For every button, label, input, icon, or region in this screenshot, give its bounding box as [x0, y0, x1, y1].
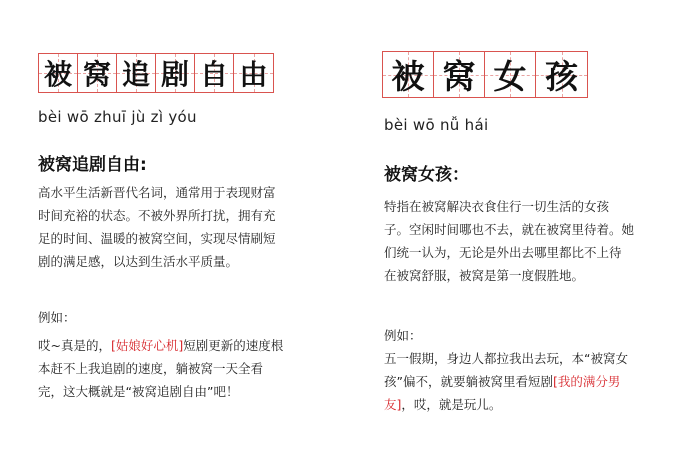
- example-line: 完，这大概就是“被窝追剧自由”吧！: [38, 384, 239, 399]
- title-cell: 被: [39, 54, 78, 92]
- drama-title-highlight: [我的满分男: [552, 374, 621, 389]
- left-title-grid: [38, 53, 274, 93]
- title-cell: 孩: [536, 52, 587, 97]
- right-subtitle: 被窝女孩：: [384, 165, 469, 185]
- title-cell: 窝: [78, 54, 117, 92]
- right-title-grid: [382, 51, 588, 98]
- right-definition: [384, 195, 662, 287]
- title-cell: 剧: [156, 54, 195, 92]
- definition-line: 在被窝舒服，被窝是第一度假胜地。: [384, 268, 585, 283]
- left-subtitle: 被窝追剧自由:: [38, 155, 147, 175]
- title-cell: 窝: [434, 52, 485, 97]
- definition-line: 剧的满足感，以达到生活水平质量。: [38, 254, 239, 269]
- example-line: 本赶不上我追剧的速度，躺被窝一天全看: [38, 361, 264, 376]
- drama-title-highlight: 友]: [384, 397, 402, 412]
- title-cell: 追: [117, 54, 156, 92]
- example-line: 五一假期，身边人都拉我出去玩，本“被窝女: [384, 351, 628, 366]
- definition-line: 高水平生活新晋代名词，通常用于表现财富: [38, 185, 276, 200]
- definition-line: 特指在被窝解决衣食住行一切生活的女孩: [384, 199, 610, 214]
- right-example-label: 例如：: [384, 328, 422, 343]
- definition-line: 足的时间、温暖的被窝空间，实现尽情刷短: [38, 231, 276, 246]
- definition-line: 们统一认为，无论是外出去哪里都比不上待: [384, 245, 622, 260]
- left-example: [38, 334, 314, 403]
- definition-line: 时间充裕的状态。不被外界所打扰，拥有充: [38, 208, 276, 223]
- left-definition: [38, 181, 314, 273]
- title-cell: 由: [234, 54, 273, 92]
- definition-line: 子。空闲时间哪也不去，就在被窝里待着。她: [384, 222, 635, 237]
- drama-title-highlight: [姑娘好心机]: [110, 338, 184, 353]
- title-cell: 女: [485, 52, 536, 97]
- right-example: [384, 347, 662, 416]
- example-line: 友]，哎，就是玩儿。: [384, 397, 502, 412]
- left-pinyin: bèi wō zhuī jù zì yóu: [38, 108, 197, 126]
- title-cell: 被: [383, 52, 434, 97]
- left-example-label: 例如：: [38, 310, 76, 325]
- example-line: 孩”偏不，就要躺被窝里看短剧[我的满分男: [384, 374, 621, 389]
- example-line: 哎~真是的，[姑娘好心机]短剧更新的速度根: [38, 338, 284, 353]
- right-pinyin: bèi wō nǚ hái: [384, 116, 489, 134]
- title-cell: 自: [195, 54, 234, 92]
